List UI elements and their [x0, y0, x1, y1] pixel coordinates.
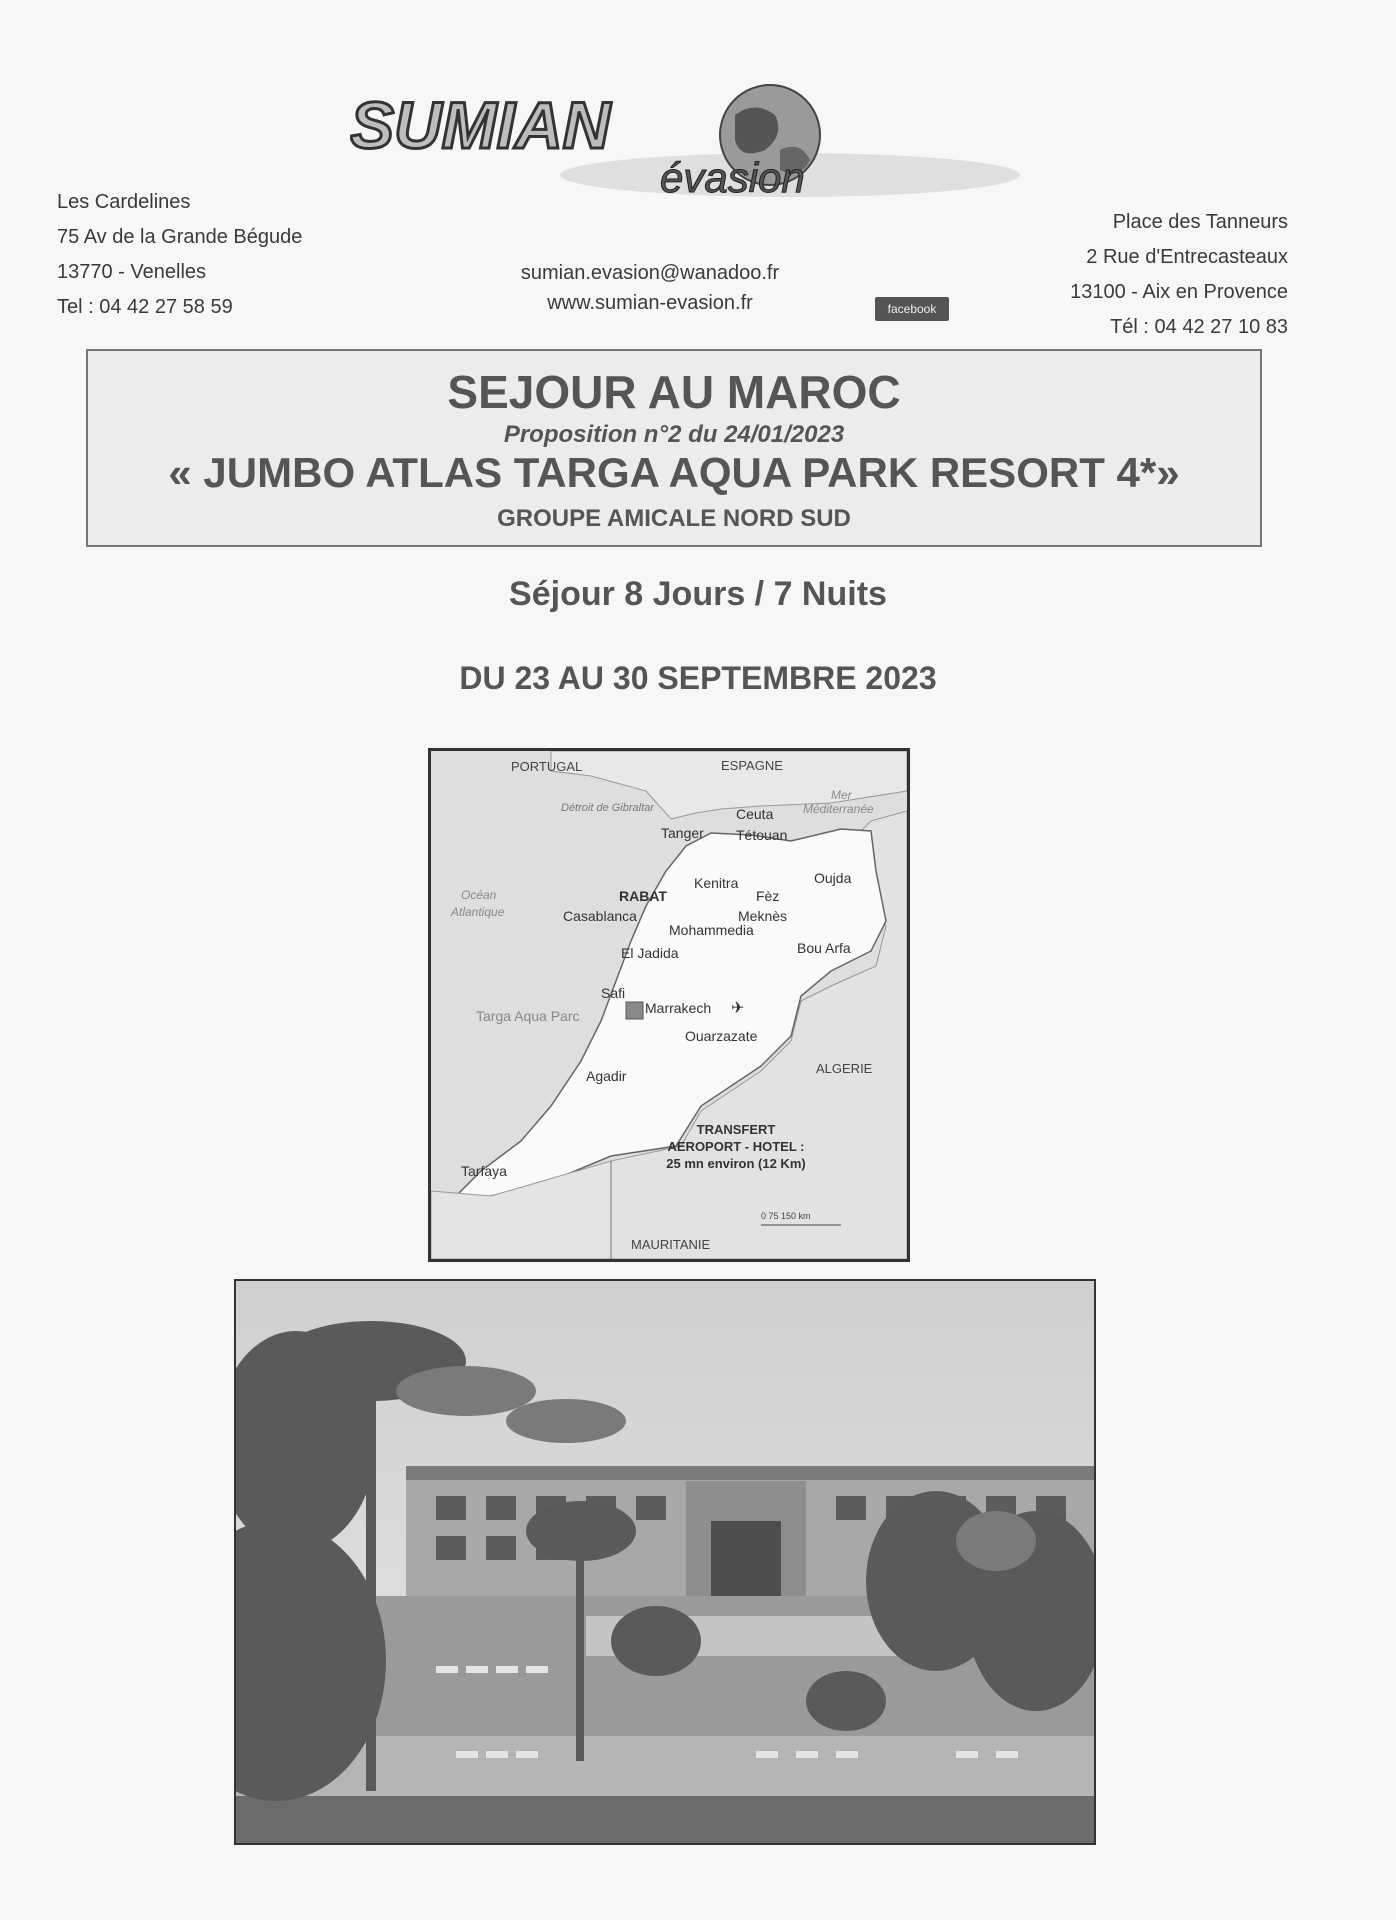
label-portugal: PORTUGAL — [511, 759, 583, 774]
label-ocean-1: Océan — [461, 888, 497, 902]
proposition-line: Proposition n°2 du 24/01/2023 — [503, 421, 845, 448]
transfer-line-2: AEROPORT - HOTEL : — [667, 1139, 805, 1154]
logo-wordmark: SUMIAN — [350, 88, 611, 162]
transfer-line-1: TRANSFERT — [696, 1122, 776, 1137]
city-ouarzazate: Ouarzazate — [685, 1028, 758, 1044]
logo-tagline: évasion — [660, 154, 805, 201]
label-spain: ESPAGNE — [721, 758, 783, 773]
website-link[interactable]: www.sumian-evasion.fr — [547, 292, 753, 314]
label-gibraltar: Détroit de Gibraltar — [561, 802, 654, 814]
city-kenitra: Kenitra — [694, 875, 739, 891]
city-agadir: Agadir — [586, 1068, 627, 1084]
phone-line: Tél : 04 42 27 10 83 — [1110, 316, 1288, 338]
agency-address-venelles — [57, 185, 302, 325]
address-line: Les Cardelines — [57, 191, 191, 213]
address-line: 13100 - Aix en Provence — [1070, 281, 1288, 303]
city-targa: Targa Aqua Parc — [476, 1008, 580, 1024]
address-line: Place des Tanneurs — [1112, 211, 1288, 233]
contact-info — [490, 258, 810, 318]
sumian-evasion-logo — [350, 70, 1020, 220]
facebook-badge[interactable]: facebook — [875, 297, 949, 321]
city-tarfaya: Tarfaya — [461, 1163, 507, 1179]
transfer-line-3: 25 mn environ (12 Km) — [666, 1156, 806, 1171]
phone-line: Tel : 04 42 27 58 59 — [57, 296, 233, 318]
title-box — [86, 349, 1262, 547]
city-casablanca: Casablanca — [563, 908, 637, 924]
address-line: 75 Av de la Grande Bégude — [57, 226, 303, 248]
stay-dates: DU 23 AU 30 SEPTEMBRE 2023 — [459, 660, 937, 696]
city-safi: Safi — [601, 985, 626, 1001]
city-oujda: Oujda — [814, 870, 852, 886]
stay-duration: Séjour 8 Jours / 7 Nuits — [509, 575, 887, 613]
hotel-photo — [234, 1279, 1096, 1845]
city-fez: Fèz — [756, 888, 780, 904]
page-title: SEJOUR AU MAROC — [447, 366, 901, 418]
email-link[interactable]: sumian.evasion@wanadoo.fr — [520, 262, 780, 284]
label-sea-2: Méditerranée — [803, 802, 874, 816]
label-ocean-2: Atlantique — [451, 905, 505, 919]
city-el-jadida: El Jadida — [621, 945, 679, 961]
address-line: 2 Rue d'Entrecasteaux — [1086, 246, 1288, 268]
map-scale: 0 75 150 km — [761, 1211, 811, 1221]
agency-address-aix — [1070, 205, 1288, 345]
morocco-map — [428, 748, 910, 1262]
city-ceuta: Ceuta — [736, 806, 774, 822]
airport-icon: ✈ — [731, 1000, 745, 1017]
hotel-marker-icon — [626, 1002, 643, 1019]
label-sea-1: Mer — [831, 788, 852, 802]
city-marrakech: Marrakech — [645, 1000, 712, 1016]
city-tetouan: Tétouan — [736, 827, 788, 843]
group-name: GROUPE AMICALE NORD SUD — [497, 505, 851, 532]
city-bou-arfa: Bou Arfa — [797, 940, 851, 956]
label-algeria: ALGERIE — [816, 1061, 873, 1076]
hotel-name: « JUMBO ATLAS TARGA AQUA PARK RESORT 4*» — [168, 449, 1180, 496]
label-mauritania: MAURITANIE — [631, 1237, 711, 1252]
address-line: 13770 - Venelles — [57, 261, 207, 283]
city-mohammedia: Mohammedia — [669, 922, 754, 938]
city-tanger: Tanger — [661, 825, 704, 841]
city-rabat: RABAT — [619, 888, 667, 904]
city-meknes: Meknès — [738, 908, 788, 924]
